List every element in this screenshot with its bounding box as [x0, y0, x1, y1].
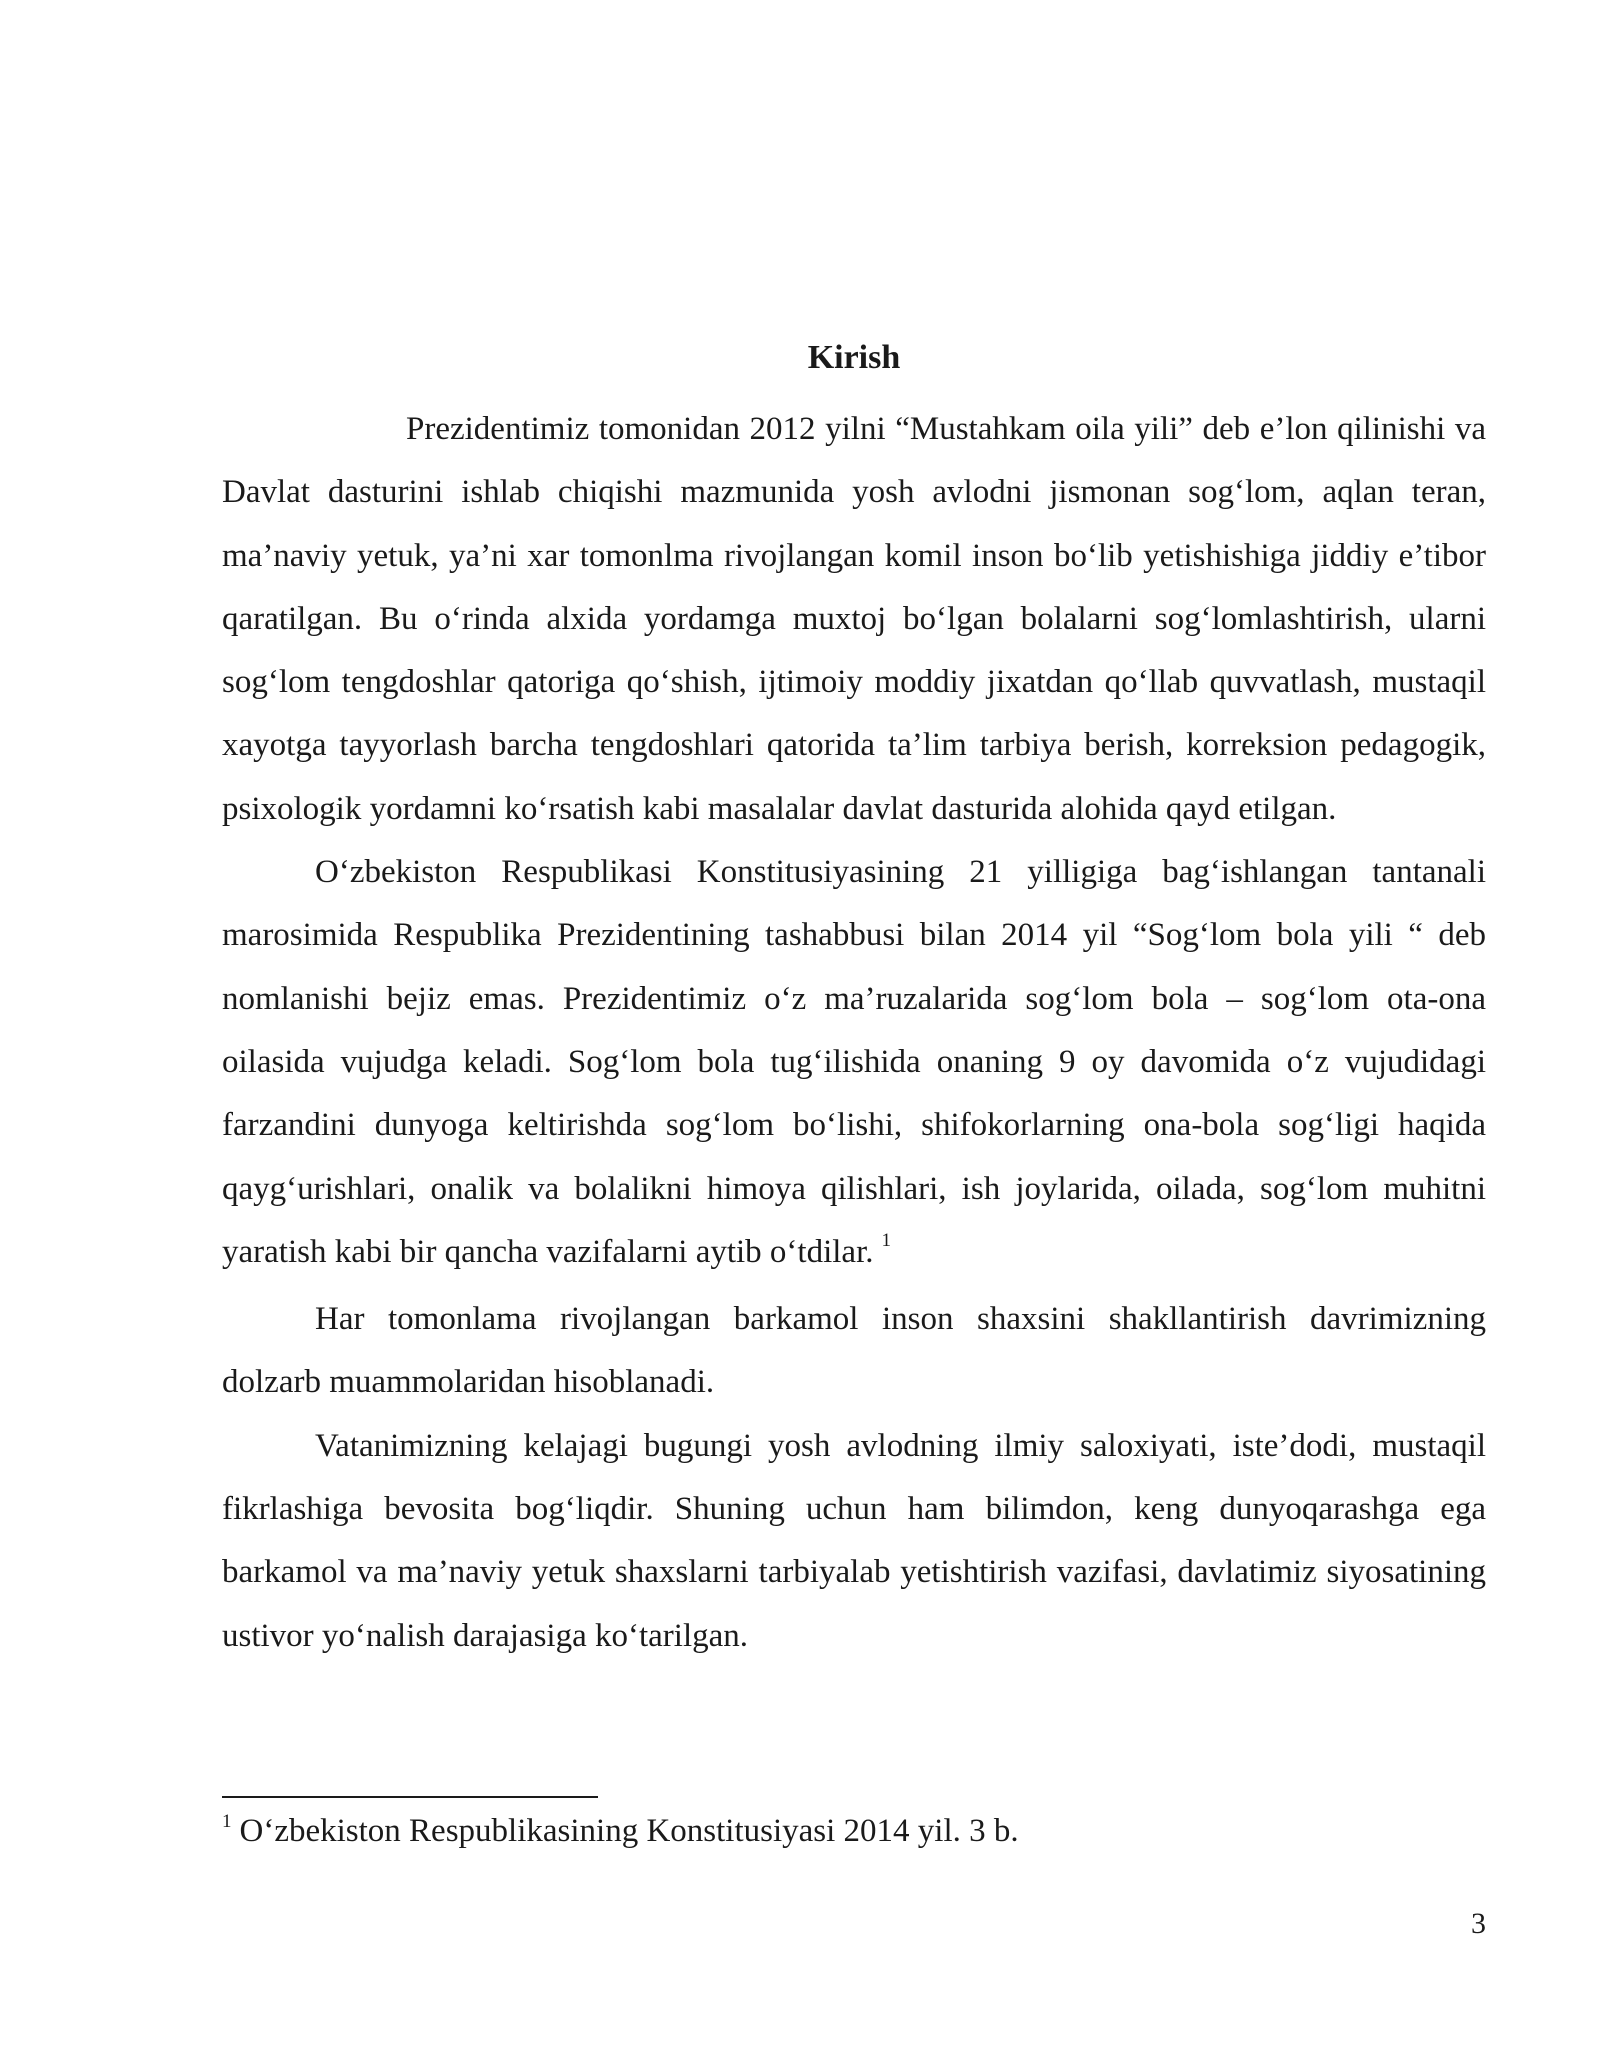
- paragraph-4-text: Vatanimizning kelajagi bugungi yosh avlodning ilmiy saloxiyati, iste’dodi, mustaqil fikrlashiga bevosita bog‘liqdir. Shuning uchun ham bilimdon, keng dunyoqarashga ega barkamol va ma’naviy yetuk shaxslarni tarbiyalab yetishtirish vazifasi, davlatimiz siyosatining ustivor yo‘nalish darajasiga ko‘tarilgan.: [222, 1427, 1486, 1654]
- paragraph-1: [222, 398, 1486, 841]
- paragraph-3: [222, 1288, 1486, 1415]
- body-text: [222, 398, 1486, 1668]
- section-heading: Kirish: [807, 339, 901, 376]
- paragraph-2: [222, 841, 1486, 1288]
- footnote-text: O‘zbekiston Respublikasining Konstitusiyasi 2014 yil. 3 b.: [239, 1813, 1019, 1849]
- footnote-separator: [222, 1796, 598, 1798]
- paragraph-2-text: O‘zbekiston Respublikasi Konstitusiyasining 21 yilligiga bag‘ishlangan tantanali marosimida Respublika Prezidentining tashabbusi bilan 2014 yil “Sog‘lom bola yili “ deb nomlanishi bejiz emas. Prezidentimiz o‘z ma’ruzalarida sog‘lom bola – sog‘lom ota-ona oilasida vujudga keladi. Sog‘lom bola tug‘ilishida onaning 9 oy davomida o‘z vujudidagi farzandini dunyoga keltirishda sog‘lom bo‘lishi, shifokorlarning ona-bola sog‘ligi haqida qayg‘urishlari, onalik va bolalikni himoya qilishlari, ish joylarida, oilada, sog‘lom muhitni yaratish kabi bir qancha vazifalarni aytib o‘tdilar.: [222, 854, 1486, 1270]
- footnote: [222, 1808, 1486, 1859]
- paragraph-4: [222, 1415, 1486, 1668]
- page-number: 3: [1471, 1907, 1486, 1940]
- footnote-mark: 1: [222, 1811, 232, 1832]
- paragraph-1-text: Prezidentimiz tomonidan 2012 yilni “Mustahkam oila yili” deb e’lon qilinishi va Davlat dasturini ishlab chiqishi mazmunida yosh avlodni jismonan sog‘lom, aqlan teran, ma’naviy yetuk, ya’ni xar tomonlma rivojlangan komil inson bo‘lib yetishishiga jiddiy e’tibor qaratilgan. Bu o‘rinda alxida yordamga muxtoj bo‘lgan bolalarni sog‘lomlashtirish, ularni sog‘lom tengdoshlar qatoriga qo‘shish, ijtimoiy moddiy jixatdan qo‘llab quvvatlash, mustaqil xayotga tayyorlash barcha tengdoshlari qatorida ta’lim tarbiya berish, korreksion pedagogik, psixologik yordamni ko‘rsatish kabi masalalar davlat dasturida alohida qayd etilgan.: [222, 411, 1486, 827]
- paragraph-3-text: Har tomonlama rivojlangan barkamol inson shaxsini shakllantirish davrimizning dolzarb muammolaridan hisoblanadi.: [222, 1301, 1486, 1401]
- footnote-reference[interactable]: 1: [881, 1229, 891, 1251]
